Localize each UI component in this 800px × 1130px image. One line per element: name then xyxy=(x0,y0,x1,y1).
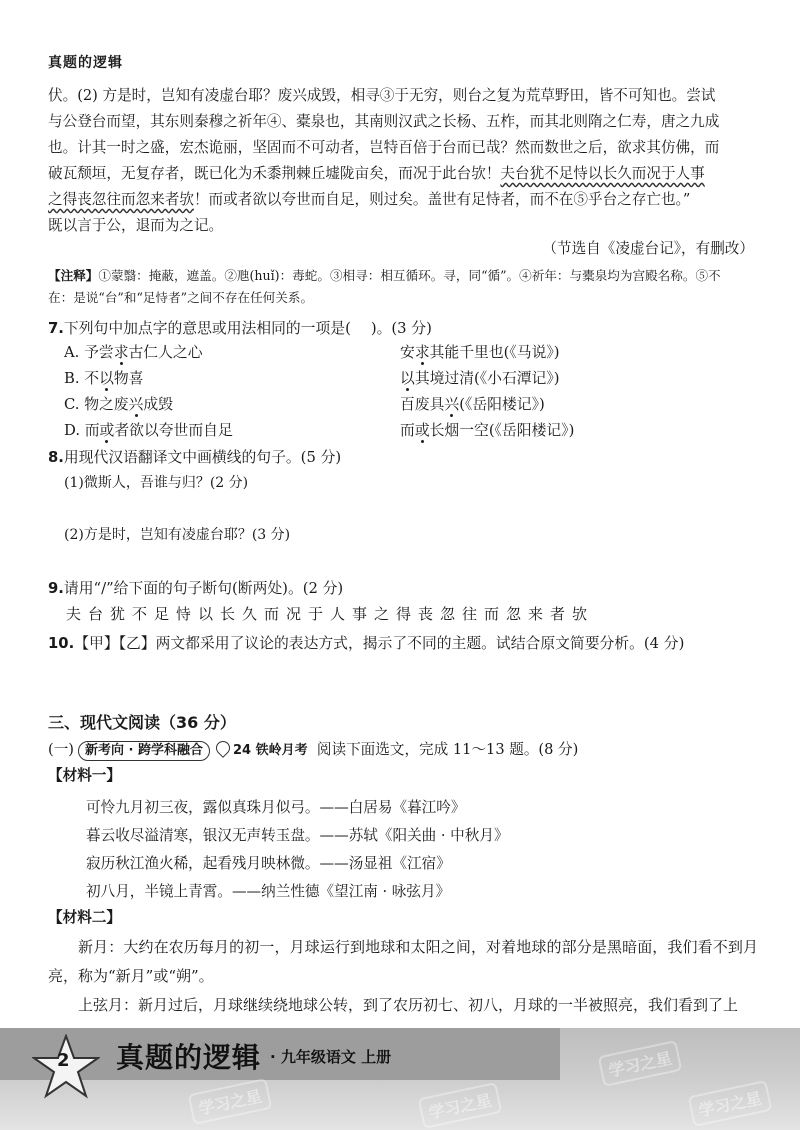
notes xyxy=(48,265,754,309)
question-text: 【甲】【乙】两文都采用了议论的表达方式，揭示了不同的主题。试结合原文简要分析。(4 分) xyxy=(74,635,685,652)
notes-line xyxy=(48,265,754,287)
watermark: 学习之星 xyxy=(188,1078,273,1125)
passage-source: （节选自《凌虚台记》，有删改） xyxy=(542,240,754,257)
passage-line: 伏。(2) 方是时，岂知有凌虚台耶？废兴成毁，相寻③于无穷，则台之复为荒草野田，皆不可知也。尝试 xyxy=(48,87,716,104)
question-text: 下列句中加点字的意思或用法相同的一项是( xyxy=(63,320,351,337)
dotted-char: 以 xyxy=(400,370,415,387)
paragraph: 上弦月：新月过后，月球继续绕地球公转，到了农历初七、初八，月球的一半被照亮，我们看到了上 xyxy=(78,996,739,1014)
subsection-number: (一) xyxy=(48,741,74,758)
passage-fragment: 破瓦颓垣，无复存者，既已化为禾黍荆棘丘墟陇亩矣，而况于此台欤！ xyxy=(48,165,501,182)
option-a-left: A. 予尝求古仁人之心 xyxy=(64,344,203,361)
section-title: 三、现代文阅读（36 分） xyxy=(48,713,236,732)
question-number: 7. xyxy=(48,320,64,337)
instruction-text: 阅读下面选文，完成 11～13 题。(8 分) xyxy=(316,741,579,758)
passage-line: 既以言于公，退而为之记。 xyxy=(48,217,224,234)
dotted-char: 求 xyxy=(113,344,129,361)
passage-line: 与公登台而望，其东则秦穆之祈年④、橐泉也，其南则汉武之长杨、五柞，而其北则隋之仁寿，唐之九成 xyxy=(48,113,720,130)
material-1-label: 【材料一】 xyxy=(48,767,121,784)
passage-line: 也。计其一时之盛，宏杰诡丽，坚固而不可动者，岂特百倍于台而已哉？然而数世之后，欲求其仿佛，而 xyxy=(48,139,720,156)
topic-tag: 新考向 · 跨学科融合 xyxy=(78,741,210,761)
material-2-body xyxy=(48,933,758,1020)
question-text: 用现代汉语翻译文中画横线的句子。(5 分) xyxy=(63,449,342,466)
dotted-char: 或 xyxy=(414,422,430,439)
question-text: 请用“/”给下面的句子断句(断两处)。(2 分) xyxy=(63,580,344,597)
location-pin-icon xyxy=(213,738,233,758)
passage-line xyxy=(48,187,754,213)
poem-line: 可怜九月初三夜，露似真珠月似弓。——白居易《暮江吟》 xyxy=(86,799,466,816)
dotted-char: 兴 xyxy=(128,396,144,413)
option-d-right: 而或长烟一空(《岳阳楼记》) xyxy=(400,422,575,439)
footer-title: 真题的逻辑 xyxy=(116,1041,262,1074)
passage-line xyxy=(48,161,754,187)
question-number: 9. xyxy=(48,580,64,597)
footer-subtitle: · 九年级语文 上册 xyxy=(270,1048,392,1066)
running-header: 真题的逻辑 xyxy=(48,55,123,71)
option-b-left: B. 不以物喜 xyxy=(64,370,144,387)
question-8-sub-1: (1)微斯人，吾谁与归？(2 分) xyxy=(64,475,249,491)
question-9-stem xyxy=(48,577,343,598)
question-8-sub-2: (2)方是时，岂知有凌虚台耶？(3 分) xyxy=(64,527,291,543)
notes-text: ①蒙翳：掩蔽，遮盖。②虺(huǐ)：毒蛇。③相寻：相互循环。寻，同“循”。④祈年：与橐泉均为宫殿名称。⑤不 xyxy=(98,268,721,283)
material-2-label: 【材料二】 xyxy=(48,909,121,926)
question-number: 8. xyxy=(48,449,64,466)
question-10-stem xyxy=(48,632,684,653)
notes-label: 【注释】 xyxy=(48,268,99,283)
wavy-underlined-sentence: 夫台犹不足恃以长久而况于人事 xyxy=(500,165,705,182)
poem-line: 暮云收尽溢清寒，银汉无声转玉盘。——苏轼《阳关曲 · 中秋月》 xyxy=(86,827,509,844)
paragraph: 新月：大约在农历每月的初一，月球运行到地球和太阳之间，对着地球的部分是黑暗面，我们看不到月亮，称为“新月”或“朔”。 xyxy=(48,938,758,985)
dotted-char: 或 xyxy=(99,422,115,439)
option-c-right: 百废具兴(《岳阳楼记》) xyxy=(400,396,545,413)
option-a-right: 安求其能千里也(《马说》) xyxy=(400,344,560,361)
option-b-right: 以其境过清(《小石潭记》) xyxy=(400,370,560,387)
question-number: 10. xyxy=(48,635,75,652)
subsection-header xyxy=(48,738,578,761)
question-7-stem xyxy=(48,317,432,338)
wavy-underlined-sentence: 之得丧忽往而忽来者欤 xyxy=(48,191,194,208)
exam-source: 24 铁岭月考 xyxy=(232,743,308,758)
page-footer xyxy=(0,1028,800,1130)
question-8-stem xyxy=(48,446,341,467)
poem-line: 初八月，半镜上青霄。——纳兰性德《望江南 · 咏弦月》 xyxy=(86,883,451,900)
watermark: 学习之星 xyxy=(688,1080,773,1127)
option-c-left: C. 物之废兴成毁 xyxy=(64,396,174,413)
notes-line: 在：是说“台”和“足恃者”之间不存在任何关系。 xyxy=(48,290,314,305)
watermark: 学习之星 xyxy=(418,1082,503,1129)
poem-line: 寂历秋江渔火稀，起看残月映林微。——汤显祖《江宿》 xyxy=(86,855,451,872)
dotted-char: 以 xyxy=(99,370,114,387)
watermark: 学习之星 xyxy=(598,1040,683,1087)
dotted-char: 求 xyxy=(414,344,430,361)
option-d-left: D. 而或者欲以夸世而自足 xyxy=(64,422,233,439)
passage-text xyxy=(48,83,754,239)
dotted-char: 兴 xyxy=(444,396,460,413)
question-text: )。(3 分) xyxy=(370,320,432,337)
segmentation-sentence[interactable]: 夫台犹不足恃以长久而况于人事之得丧忽往而忽来者欤 xyxy=(66,605,595,623)
page-number: 2 xyxy=(57,1050,70,1071)
passage-fragment: ！而或者欲以夸世而自足，则过矣。盖世有足恃者，而不在⑤乎台之存亡也。” xyxy=(193,191,691,208)
